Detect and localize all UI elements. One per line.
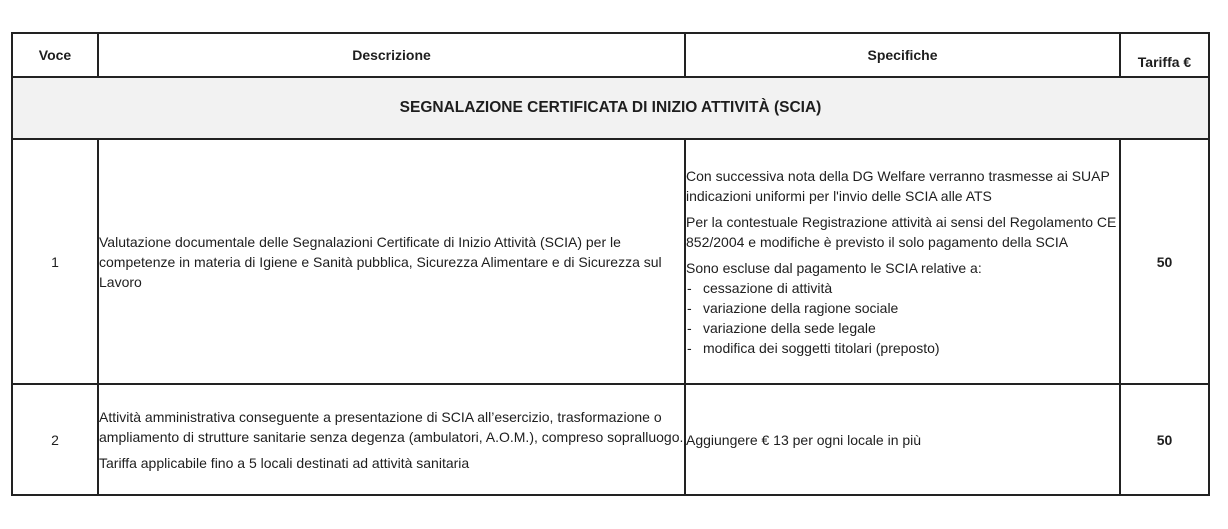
- tariff-table: [11, 32, 1210, 496]
- dash-bullet: -: [687, 279, 692, 296]
- list-item-text: variazione della sede legale: [703, 319, 876, 336]
- descrizione-cell[interactable]: [98, 384, 685, 495]
- tariffa-cell: 50: [1120, 139, 1209, 384]
- header-descrizione: Descrizione: [98, 33, 685, 77]
- header-tariffa: Tariffa €: [1120, 33, 1209, 77]
- list-item: [686, 338, 1119, 358]
- list-item: [686, 298, 1119, 318]
- list-item: [686, 318, 1119, 338]
- header-row: [12, 33, 1209, 77]
- descrizione-text: Valutazione documentale delle Segnalazioni Certificate di Inizio Attività (SCIA) per le competenze in materia di Igiene e Sanità pubblica, Sicurezza Alimentare e di Sicurezza sul Lavoro: [99, 233, 662, 290]
- voce-cell: 2: [12, 384, 98, 495]
- list-item-text: modifica dei soggetti titolari (preposto): [703, 339, 940, 356]
- header-voce: Voce: [12, 33, 98, 77]
- exclusions-block: [686, 258, 1119, 358]
- specifiche-cell: [685, 384, 1120, 495]
- list-item: [686, 278, 1119, 298]
- voce-cell: 1: [12, 139, 98, 384]
- specifiche-text: Per la contestuale Registrazione attività ai sensi del Regolamento CE 852/2004 e modifiche è previsto il solo pagamento della SCIA: [686, 213, 1117, 250]
- table-row: [12, 139, 1209, 384]
- list-item-text: cessazione di attività: [703, 279, 833, 296]
- descrizione-cell: [98, 139, 685, 384]
- exclusions-intro: Sono escluse dal pagamento le SCIA relative a:: [686, 259, 982, 276]
- section-title: SEGNALAZIONE CERTIFICATA DI INIZIO ATTIVITÀ (SCIA): [12, 77, 1209, 139]
- table-row: [12, 384, 1209, 495]
- exclusions-list: [686, 278, 1119, 358]
- descrizione-text: Attività amministrativa conseguente a presentazione di SCIA all’esercizio, trasformazione o ampliamento di strutture sanitarie senza degenza (ambulatori, A.O.M.), compreso sopralluogo.: [99, 408, 684, 445]
- specifiche-text: Aggiungere € 13 per ogni locale in più: [686, 431, 922, 448]
- specifiche-text: Con successiva nota della DG Welfare verranno trasmesse ai SUAP indicazioni uniformi per l'invio delle SCIA alle ATS: [686, 167, 1110, 204]
- descrizione-text: Tariffa applicabile fino a 5 locali destinati ad attività sanitaria: [99, 454, 470, 471]
- specifiche-cell: [685, 139, 1120, 384]
- header-specifiche: Specifiche: [685, 33, 1120, 77]
- tariffa-cell: 50: [1120, 384, 1209, 495]
- dash-bullet: -: [687, 339, 692, 356]
- dash-bullet: -: [687, 319, 692, 336]
- list-item-text: variazione della ragione sociale: [703, 299, 899, 316]
- dash-bullet: -: [687, 299, 692, 316]
- section-row: [12, 77, 1209, 139]
